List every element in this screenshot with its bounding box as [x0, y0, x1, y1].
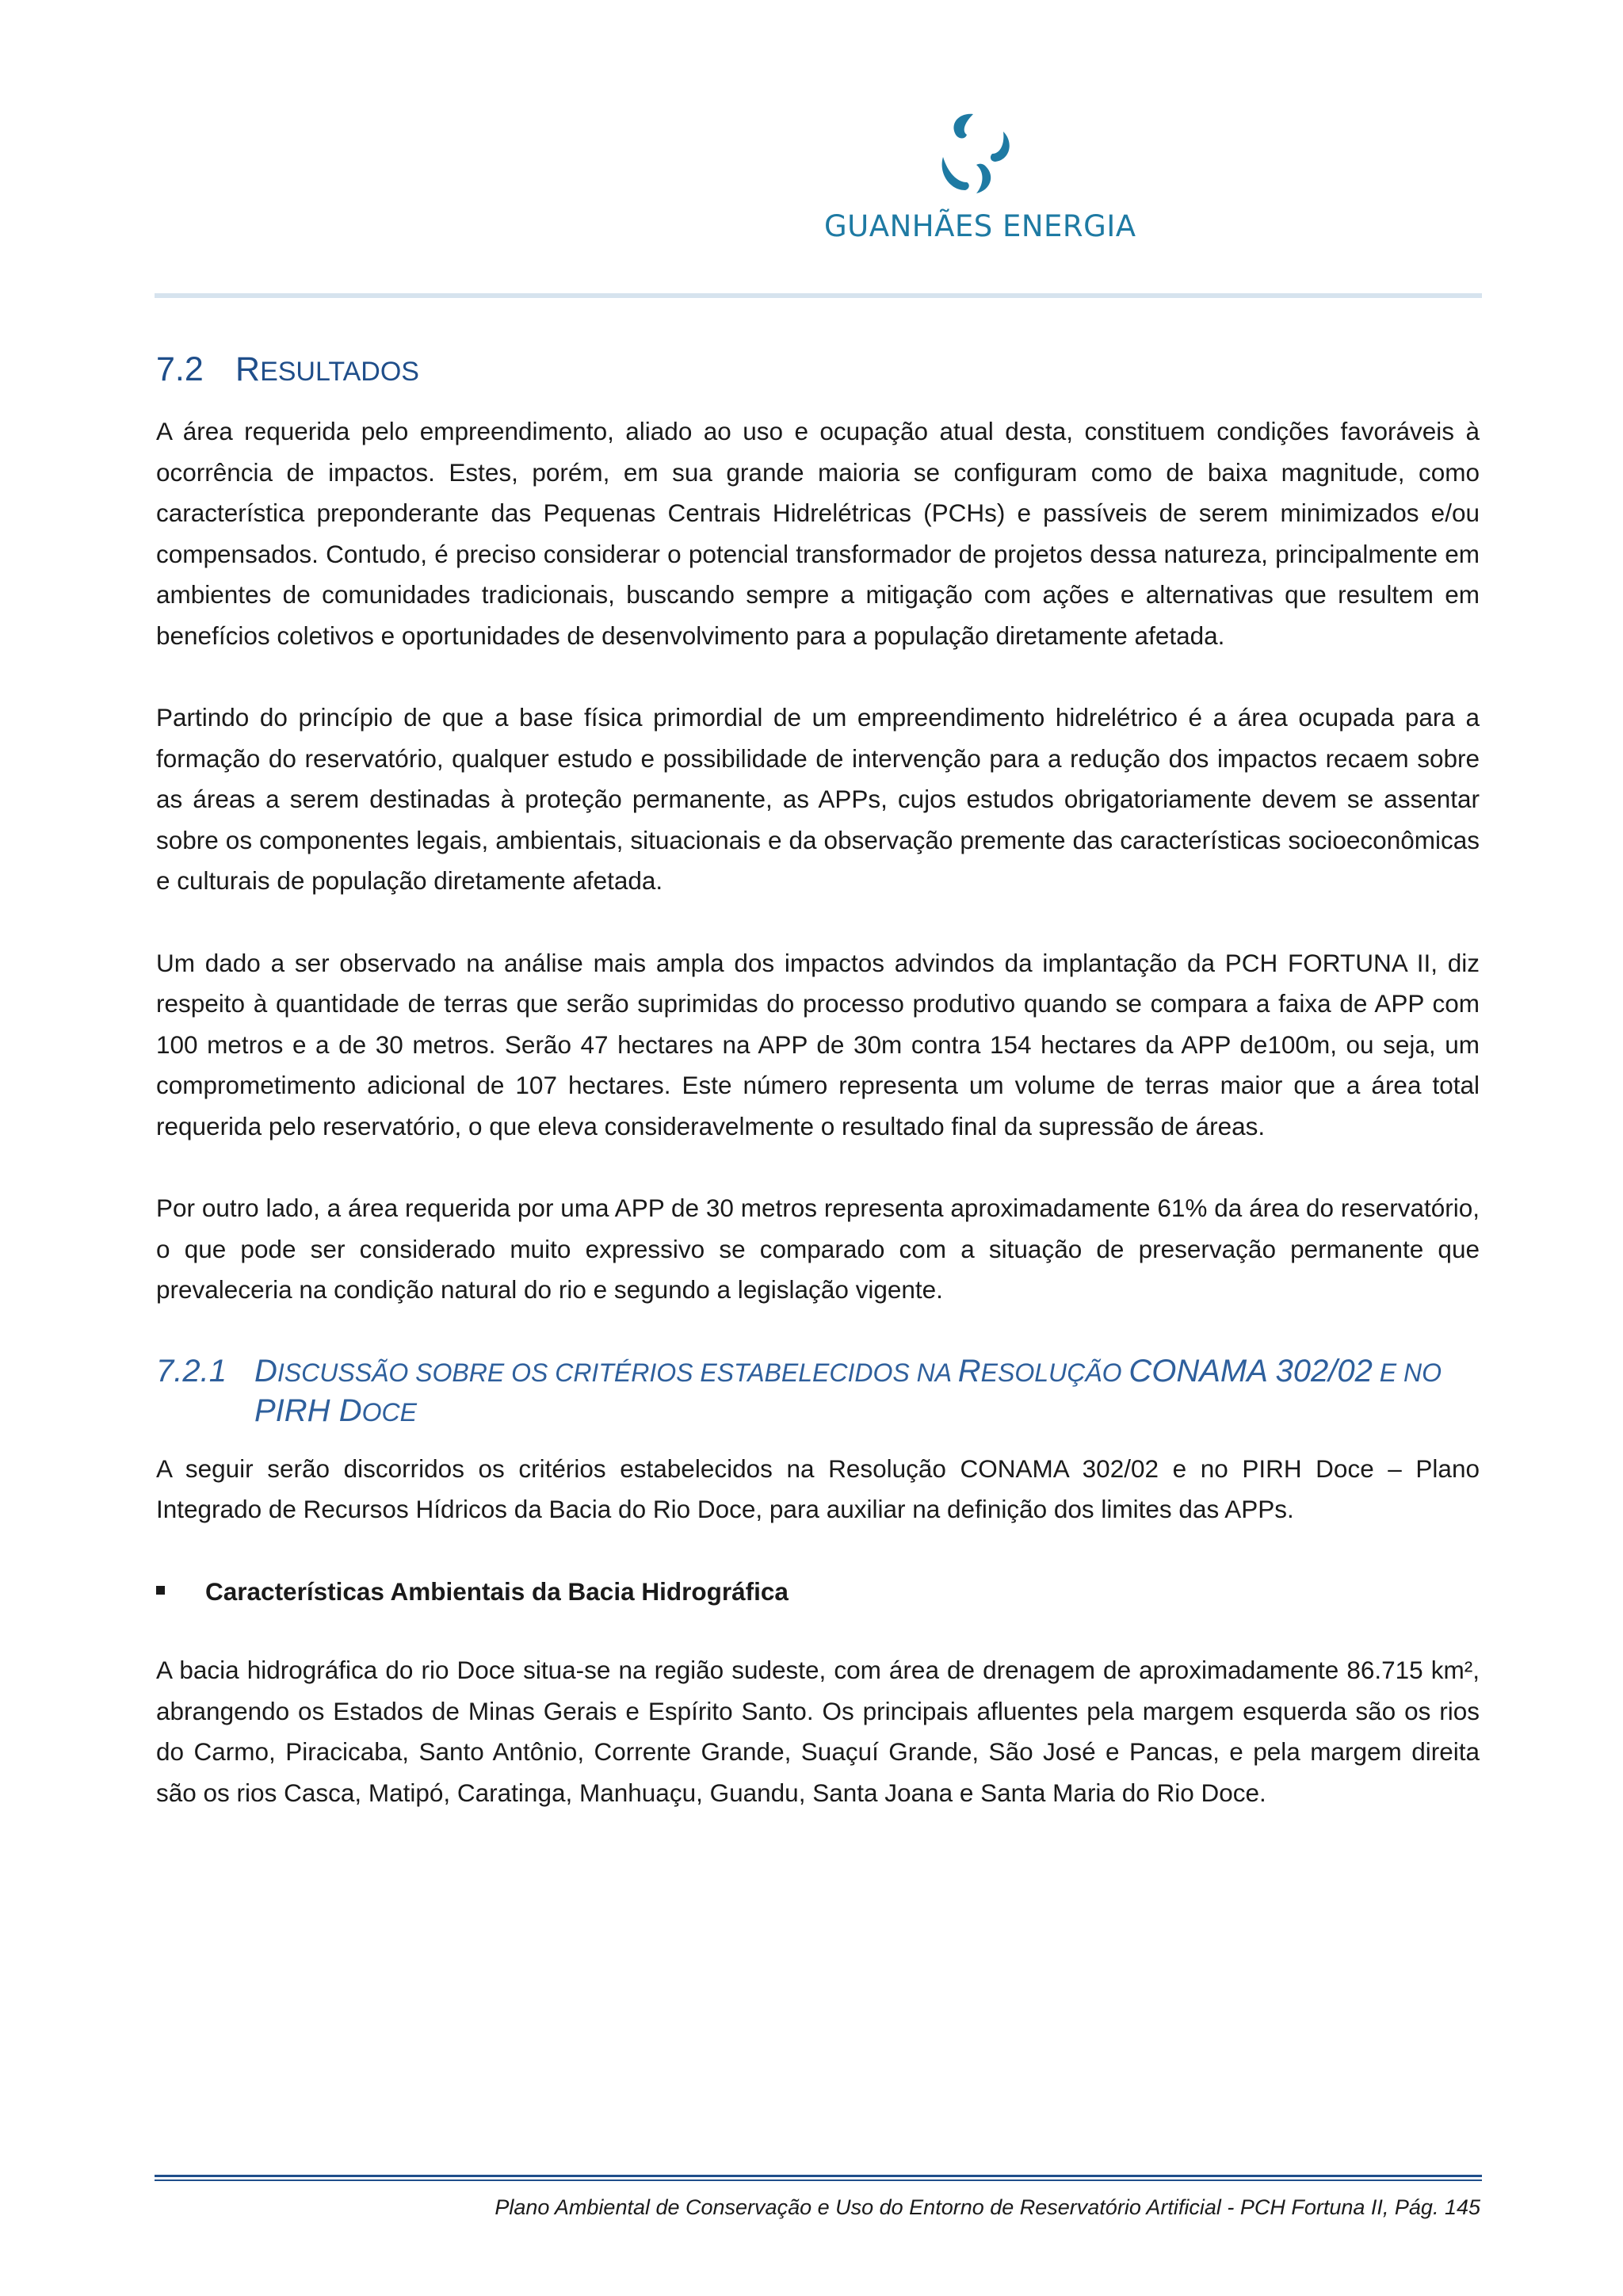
paragraph-4: Por outro lado, a área requerida por uma APP de 30 metros representa aproximadamente 61% da área do reservatório, o que pode ser considerado muito expressivo se comparado com a situação de preservação permanente que prevaleceria na condição natural do rio e segundo a legislação vigente.	[156, 1194, 1480, 1304]
subsection-title-part: ESOLUÇÃO	[980, 1358, 1129, 1387]
subsection-title-part: OCE	[361, 1397, 417, 1427]
logo-text: GUANHÃES ENERGIA	[824, 209, 1136, 243]
header-divider	[155, 293, 1482, 298]
subsection-title-part: D	[254, 1353, 277, 1389]
section-heading	[156, 349, 1480, 392]
subsection-heading	[156, 1352, 1480, 1431]
subsection-title-part: R	[957, 1353, 981, 1389]
subsection-title-part: CONAMA 302/02	[1128, 1353, 1373, 1389]
section-title-initial: R	[235, 350, 261, 388]
subsection-title-part: D	[330, 1392, 362, 1428]
paragraph-1: A área requerida pelo empreendimento, aliado ao uso e ocupação atual desta, constituem condições favoráveis à ocorrência de impactos. Estes, porém, em sua grande maioria se configuram como de baixa magnitude, como característica preponderante das Pequenas Centrais Hidrelétricas (PCHs) e passíveis de serem minimizados e/ou compensados. Contudo, é preciso considerar o potencial transformador de projetos dessa natureza, principalmente em ambientes de comunidades tradicionais, buscando sempre a mitigação com ações e alternativas que resultem em benefícios coletivos e oportunidades de desenvolvimento para a população diretamente afetada.	[156, 417, 1480, 650]
bullet-label: Características Ambientais da Bacia Hidrográfica	[205, 1576, 789, 1606]
footer-divider-top	[155, 2175, 1482, 2177]
page-footer: Plano Ambiental de Conservação e Uso do Entorno de Reservatório Artificial - PCH Fortuna II, Pág. 145	[495, 2195, 1480, 2219]
section-number: 7.2	[156, 350, 204, 388]
paragraph-2: Partindo do princípio de que a base física primordial de um empreendimento hidrelétrico é a área ocupada para a formação do reservatório, qualquer estudo e possibilidade de intervenção para a redução dos impactos recaem sobre as áreas a serem destinadas à proteção permanente, as APPs, cujos estudos obrigatoriamente devem se assentar sobre os componentes legais, ambientais, situacionais e da observação premente das características socioeconômicas e culturais de população diretamente afetada.	[156, 703, 1480, 895]
bullet-square-icon	[156, 1586, 165, 1595]
final-paragraph: A bacia hidrográfica do rio Doce situa-se na região sudeste, com área de drenagem de aproximadamente 86.715 km², abrangendo os Estados de Minas Gerais e Espírito Santo. Os principais afluentes pela margem esquerda são os rios do Carmo, Piracicaba, Santo Antônio, Corrente Grande, Suaçuí Grande, São José e Pancas, e pela margem direita são os rios Casca, Matipó, Caratinga, Manhuaçu, Guandu, Santa Joana e Santa Maria do Rio Doce.	[156, 1656, 1480, 1807]
subsection-paragraph: A seguir serão discorridos os critérios estabelecidos na Resolução CONAMA 302/02 e no PIRH Doce – Plano Integrado de Recursos Hídricos da Bacia do Rio Doce, para auxiliar na definição dos limites das APPs.	[156, 1454, 1480, 1523]
subsection-title-part: E NO	[1372, 1358, 1442, 1387]
footer-divider-bottom	[155, 2179, 1482, 2181]
guanhaes-logo-icon	[927, 108, 1030, 203]
subsection-number: 7.2.1	[156, 1353, 227, 1389]
bullet-item	[156, 1572, 1480, 1613]
company-logo	[824, 108, 1136, 250]
paragraph-3: Um dado a ser observado na análise mais ampla dos impactos advindos da implantação da PCH FORTUNA II, diz respeito à quantidade de terras que serão suprimidas do processo produtivo quando se compara a faixa de APP com 100 metros e a de 30 metros. Serão 47 hectares na APP de 30m contra 154 hectares da APP de100m, ou seja, um comprometimento adicional de 107 hectares. Este número representa um volume de terras maior que a área total requerida pelo reservatório, o que eleva consideravelmente o resultado final da supressão de áreas.	[156, 948, 1480, 1140]
document-body	[156, 349, 1480, 1855]
subsection-title-part: ISCUSSÃO SOBRE OS CRITÉRIOS ESTABELECIDOS NA	[277, 1358, 958, 1387]
subsection-title-part: PIRH	[254, 1392, 330, 1428]
section-title-rest: ESULTADOS	[260, 357, 419, 387]
